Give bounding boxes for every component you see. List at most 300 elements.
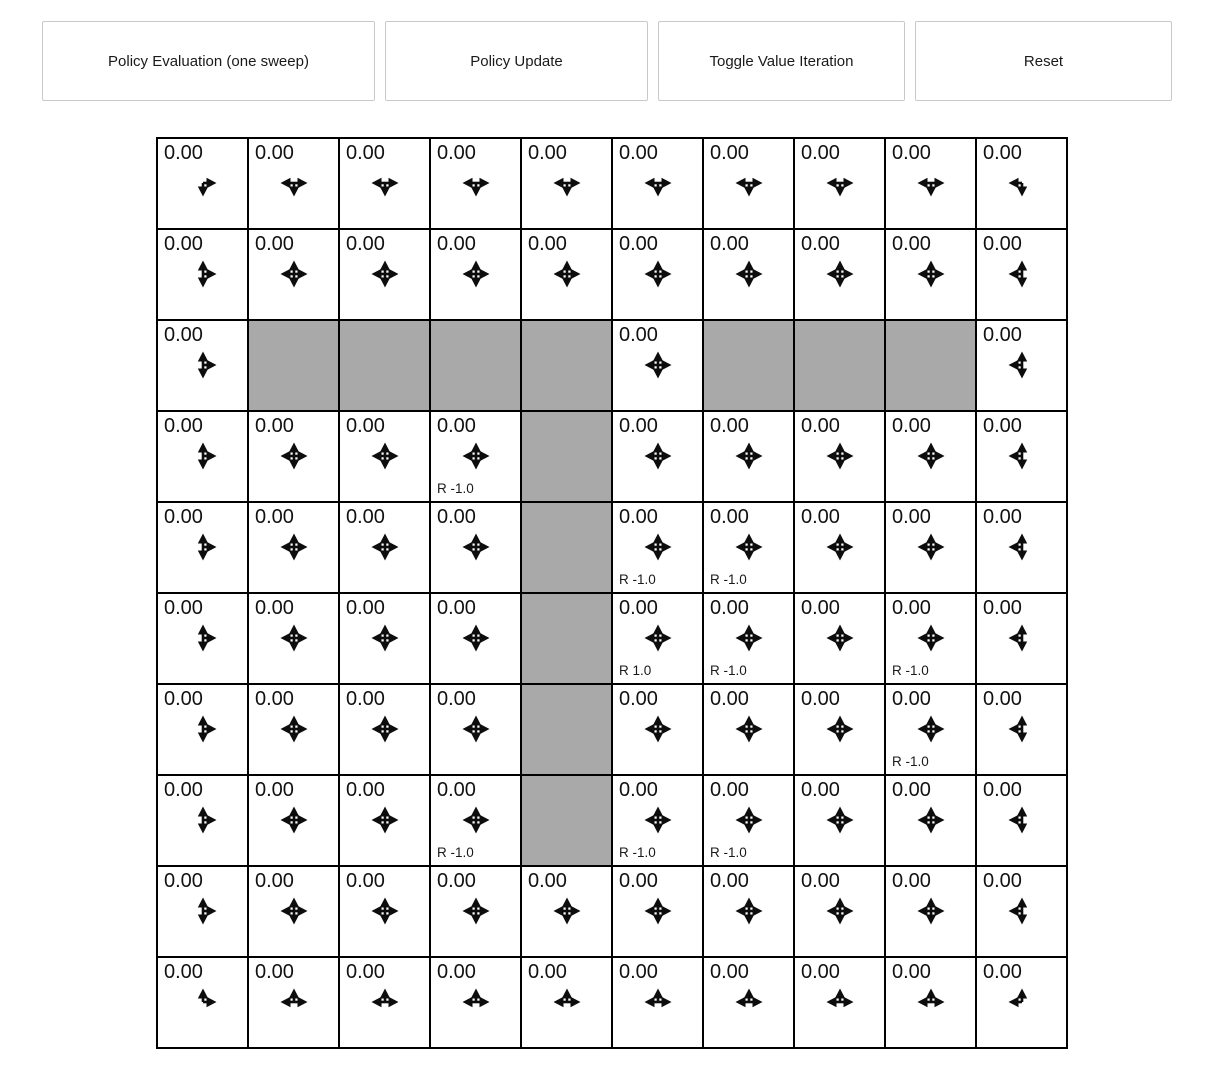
cell-value: 0.00 bbox=[801, 142, 840, 164]
cell-reward: R -1.0 bbox=[892, 754, 929, 769]
policy-arrows-icon bbox=[731, 620, 767, 656]
cell-value: 0.00 bbox=[164, 779, 203, 801]
cell-value: 0.00 bbox=[255, 688, 294, 710]
grid-cell[interactable] bbox=[430, 684, 521, 775]
cell-value: 0.00 bbox=[710, 961, 749, 983]
grid-cell[interactable] bbox=[794, 411, 885, 502]
grid-cell[interactable] bbox=[430, 229, 521, 320]
cell-value: 0.00 bbox=[710, 870, 749, 892]
grid-cell[interactable] bbox=[339, 684, 430, 775]
policy-evaluation-button[interactable]: Policy Evaluation (one sweep) bbox=[42, 21, 375, 101]
policy-arrows-icon bbox=[367, 438, 403, 474]
cell-reward: R -1.0 bbox=[710, 845, 747, 860]
cell-value: 0.00 bbox=[437, 870, 476, 892]
grid-cell[interactable] bbox=[157, 593, 248, 684]
cell-reward: R -1.0 bbox=[437, 481, 474, 496]
grid-cell[interactable] bbox=[976, 320, 1067, 411]
cell-value: 0.00 bbox=[619, 142, 658, 164]
grid-cell[interactable] bbox=[521, 229, 612, 320]
cell-value: 0.00 bbox=[983, 233, 1022, 255]
cell-value: 0.00 bbox=[255, 415, 294, 437]
grid-cell-wall[interactable] bbox=[521, 593, 612, 684]
cell-reward: R -1.0 bbox=[710, 572, 747, 587]
policy-arrows-icon bbox=[276, 165, 312, 201]
cell-value: 0.00 bbox=[710, 779, 749, 801]
cell-value: 0.00 bbox=[801, 233, 840, 255]
cell-value: 0.00 bbox=[892, 506, 931, 528]
policy-arrows-icon bbox=[913, 165, 949, 201]
grid-cell[interactable] bbox=[339, 138, 430, 229]
policy-arrows-icon bbox=[640, 802, 676, 838]
policy-arrows-icon bbox=[913, 984, 949, 1020]
cell-value: 0.00 bbox=[255, 870, 294, 892]
grid-cell-wall[interactable] bbox=[521, 502, 612, 593]
grid-cell[interactable] bbox=[794, 502, 885, 593]
policy-arrows-icon bbox=[276, 893, 312, 929]
policy-arrows-icon bbox=[367, 893, 403, 929]
grid-cell[interactable] bbox=[339, 775, 430, 866]
grid-cell[interactable] bbox=[794, 138, 885, 229]
cell-reward: R 1.0 bbox=[619, 663, 652, 678]
policy-arrows-icon bbox=[185, 165, 221, 201]
grid-cell[interactable] bbox=[976, 684, 1067, 775]
cell-value: 0.00 bbox=[346, 506, 385, 528]
grid-cell[interactable] bbox=[794, 684, 885, 775]
policy-arrows-icon bbox=[458, 256, 494, 292]
grid-row bbox=[157, 957, 1067, 1048]
policy-arrows-icon bbox=[913, 802, 949, 838]
grid-cell[interactable] bbox=[339, 593, 430, 684]
policy-arrows-icon bbox=[640, 347, 676, 383]
cell-value: 0.00 bbox=[346, 961, 385, 983]
cell-value: 0.00 bbox=[528, 870, 567, 892]
grid-cell[interactable] bbox=[703, 593, 794, 684]
policy-arrows-icon bbox=[731, 529, 767, 565]
cell-value: 0.00 bbox=[892, 870, 931, 892]
grid-cell[interactable] bbox=[430, 957, 521, 1048]
grid-cell[interactable] bbox=[703, 138, 794, 229]
cell-value: 0.00 bbox=[892, 779, 931, 801]
policy-arrows-icon bbox=[640, 620, 676, 656]
policy-arrows-icon bbox=[549, 256, 585, 292]
policy-arrows-icon bbox=[731, 893, 767, 929]
grid-cell[interactable] bbox=[157, 684, 248, 775]
policy-arrows-icon bbox=[640, 529, 676, 565]
cell-value: 0.00 bbox=[983, 870, 1022, 892]
grid-cell-wall[interactable] bbox=[703, 320, 794, 411]
policy-arrows-icon bbox=[549, 165, 585, 201]
policy-arrows-icon bbox=[1004, 165, 1040, 201]
grid-cell[interactable] bbox=[430, 866, 521, 957]
policy-arrows-icon bbox=[458, 438, 494, 474]
grid-cell[interactable] bbox=[430, 775, 521, 866]
grid-cell[interactable] bbox=[976, 138, 1067, 229]
policy-arrows-icon bbox=[731, 802, 767, 838]
policy-arrows-icon bbox=[276, 438, 312, 474]
grid-cell[interactable] bbox=[612, 411, 703, 502]
cell-value: 0.00 bbox=[619, 597, 658, 619]
reset-button[interactable]: Reset bbox=[915, 21, 1172, 101]
policy-arrows-icon bbox=[822, 620, 858, 656]
grid-cell[interactable] bbox=[794, 229, 885, 320]
grid-cell[interactable] bbox=[430, 411, 521, 502]
cell-value: 0.00 bbox=[801, 870, 840, 892]
policy-arrows-icon bbox=[1004, 529, 1040, 565]
policy-arrows-icon bbox=[276, 256, 312, 292]
grid-cell[interactable] bbox=[794, 957, 885, 1048]
policy-arrows-icon bbox=[367, 802, 403, 838]
grid-cell[interactable] bbox=[157, 502, 248, 593]
policy-arrows-icon bbox=[367, 256, 403, 292]
policy-arrows-icon bbox=[822, 984, 858, 1020]
cell-value: 0.00 bbox=[983, 779, 1022, 801]
cell-reward: R -1.0 bbox=[619, 845, 656, 860]
grid-cell[interactable] bbox=[703, 684, 794, 775]
grid-cell[interactable] bbox=[248, 229, 339, 320]
grid-cell[interactable] bbox=[612, 138, 703, 229]
grid-cell[interactable] bbox=[885, 411, 976, 502]
policy-arrows-icon bbox=[822, 165, 858, 201]
gridworld-container bbox=[156, 137, 1068, 1049]
policy-arrows-icon bbox=[367, 711, 403, 747]
cell-value: 0.00 bbox=[801, 597, 840, 619]
grid-cell[interactable] bbox=[612, 229, 703, 320]
cell-value: 0.00 bbox=[983, 142, 1022, 164]
cell-value: 0.00 bbox=[346, 870, 385, 892]
grid-row bbox=[157, 866, 1067, 957]
cell-value: 0.00 bbox=[164, 961, 203, 983]
cell-value: 0.00 bbox=[255, 142, 294, 164]
policy-arrows-icon bbox=[276, 711, 312, 747]
policy-arrows-icon bbox=[1004, 256, 1040, 292]
cell-value: 0.00 bbox=[437, 779, 476, 801]
grid-cell-wall[interactable] bbox=[885, 320, 976, 411]
cell-value: 0.00 bbox=[619, 688, 658, 710]
cell-value: 0.00 bbox=[710, 688, 749, 710]
grid-cell[interactable] bbox=[976, 957, 1067, 1048]
policy-arrows-icon bbox=[1004, 893, 1040, 929]
policy-arrows-icon bbox=[822, 802, 858, 838]
policy-arrows-icon bbox=[822, 711, 858, 747]
policy-arrows-icon bbox=[731, 165, 767, 201]
policy-arrows-icon bbox=[367, 620, 403, 656]
grid-cell[interactable] bbox=[703, 411, 794, 502]
grid-cell[interactable] bbox=[885, 138, 976, 229]
cell-value: 0.00 bbox=[801, 506, 840, 528]
grid-cell[interactable] bbox=[794, 866, 885, 957]
grid-cell-wall[interactable] bbox=[521, 684, 612, 775]
grid-cell[interactable] bbox=[157, 957, 248, 1048]
policy-arrows-icon bbox=[731, 984, 767, 1020]
policy-arrows-icon bbox=[913, 438, 949, 474]
policy-arrows-icon bbox=[185, 438, 221, 474]
grid-cell[interactable] bbox=[703, 957, 794, 1048]
cell-reward: R -1.0 bbox=[619, 572, 656, 587]
grid-cell[interactable] bbox=[885, 866, 976, 957]
grid-cell[interactable] bbox=[157, 866, 248, 957]
cell-value: 0.00 bbox=[346, 415, 385, 437]
cell-value: 0.00 bbox=[255, 961, 294, 983]
cell-value: 0.00 bbox=[710, 142, 749, 164]
policy-arrows-icon bbox=[185, 529, 221, 565]
cell-value: 0.00 bbox=[983, 688, 1022, 710]
cell-value: 0.00 bbox=[164, 870, 203, 892]
cell-value: 0.00 bbox=[164, 688, 203, 710]
cell-value: 0.00 bbox=[437, 688, 476, 710]
cell-value: 0.00 bbox=[801, 415, 840, 437]
policy-arrows-icon bbox=[185, 256, 221, 292]
grid-cell[interactable] bbox=[885, 684, 976, 775]
gridworld-body bbox=[157, 138, 1067, 1048]
grid-cell[interactable] bbox=[703, 866, 794, 957]
policy-arrows-icon bbox=[185, 620, 221, 656]
cell-value: 0.00 bbox=[437, 415, 476, 437]
grid-cell[interactable] bbox=[339, 502, 430, 593]
cell-value: 0.00 bbox=[164, 324, 203, 346]
cell-value: 0.00 bbox=[983, 324, 1022, 346]
grid-cell[interactable] bbox=[430, 138, 521, 229]
policy-arrows-icon bbox=[458, 984, 494, 1020]
cell-value: 0.00 bbox=[892, 142, 931, 164]
cell-value: 0.00 bbox=[801, 688, 840, 710]
cell-value: 0.00 bbox=[892, 961, 931, 983]
grid-cell[interactable] bbox=[794, 593, 885, 684]
policy-arrows-icon bbox=[913, 893, 949, 929]
cell-value: 0.00 bbox=[619, 324, 658, 346]
grid-cell[interactable] bbox=[976, 502, 1067, 593]
grid-cell[interactable] bbox=[339, 866, 430, 957]
grid-cell[interactable] bbox=[612, 502, 703, 593]
cell-value: 0.00 bbox=[346, 233, 385, 255]
policy-arrows-icon bbox=[276, 984, 312, 1020]
policy-arrows-icon bbox=[640, 711, 676, 747]
grid-cell[interactable] bbox=[248, 866, 339, 957]
grid-cell[interactable] bbox=[339, 229, 430, 320]
cell-value: 0.00 bbox=[164, 506, 203, 528]
policy-arrows-icon bbox=[913, 620, 949, 656]
grid-cell[interactable] bbox=[157, 320, 248, 411]
cell-value: 0.00 bbox=[528, 142, 567, 164]
grid-cell[interactable] bbox=[248, 775, 339, 866]
policy-arrows-icon bbox=[458, 893, 494, 929]
policy-arrows-icon bbox=[822, 529, 858, 565]
grid-cell[interactable] bbox=[885, 775, 976, 866]
policy-arrows-icon bbox=[640, 256, 676, 292]
policy-arrows-icon bbox=[185, 984, 221, 1020]
cell-value: 0.00 bbox=[164, 415, 203, 437]
grid-cell[interactable] bbox=[248, 684, 339, 775]
grid-cell[interactable] bbox=[794, 775, 885, 866]
grid-row bbox=[157, 684, 1067, 775]
policy-arrows-icon bbox=[458, 802, 494, 838]
policy-arrows-icon bbox=[913, 711, 949, 747]
policy-arrows-icon bbox=[367, 984, 403, 1020]
cell-value: 0.00 bbox=[619, 506, 658, 528]
policy-arrows-icon bbox=[913, 256, 949, 292]
cell-value: 0.00 bbox=[892, 233, 931, 255]
policy-arrows-icon bbox=[276, 802, 312, 838]
grid-cell-wall[interactable] bbox=[521, 411, 612, 502]
cell-value: 0.00 bbox=[437, 233, 476, 255]
policy-arrows-icon bbox=[640, 165, 676, 201]
policy-arrows-icon bbox=[640, 984, 676, 1020]
policy-arrows-icon bbox=[640, 893, 676, 929]
cell-value: 0.00 bbox=[983, 597, 1022, 619]
toolbar bbox=[42, 21, 1224, 101]
grid-cell[interactable] bbox=[521, 957, 612, 1048]
grid-cell[interactable] bbox=[248, 957, 339, 1048]
cell-value: 0.00 bbox=[346, 597, 385, 619]
cell-value: 0.00 bbox=[710, 597, 749, 619]
cell-value: 0.00 bbox=[255, 597, 294, 619]
grid-cell-wall[interactable] bbox=[248, 320, 339, 411]
cell-value: 0.00 bbox=[710, 415, 749, 437]
policy-arrows-icon bbox=[822, 438, 858, 474]
policy-arrows-icon bbox=[822, 893, 858, 929]
policy-arrows-icon bbox=[458, 529, 494, 565]
grid-cell[interactable] bbox=[703, 775, 794, 866]
cell-value: 0.00 bbox=[528, 961, 567, 983]
grid-cell[interactable] bbox=[248, 411, 339, 502]
grid-cell[interactable] bbox=[703, 229, 794, 320]
cell-value: 0.00 bbox=[892, 597, 931, 619]
cell-value: 0.00 bbox=[346, 779, 385, 801]
cell-value: 0.00 bbox=[983, 961, 1022, 983]
grid-cell[interactable] bbox=[248, 502, 339, 593]
cell-value: 0.00 bbox=[619, 870, 658, 892]
policy-arrows-icon bbox=[185, 802, 221, 838]
grid-cell[interactable] bbox=[703, 502, 794, 593]
grid-cell[interactable] bbox=[612, 320, 703, 411]
cell-value: 0.00 bbox=[255, 506, 294, 528]
policy-arrows-icon bbox=[185, 711, 221, 747]
cell-value: 0.00 bbox=[255, 233, 294, 255]
grid-row bbox=[157, 775, 1067, 866]
grid-cell[interactable] bbox=[339, 957, 430, 1048]
cell-value: 0.00 bbox=[801, 779, 840, 801]
grid-row bbox=[157, 138, 1067, 229]
cell-value: 0.00 bbox=[164, 142, 203, 164]
policy-update-button[interactable]: Policy Update bbox=[385, 21, 648, 101]
grid-cell[interactable] bbox=[157, 138, 248, 229]
grid-cell[interactable] bbox=[976, 775, 1067, 866]
cell-value: 0.00 bbox=[164, 233, 203, 255]
cell-reward: R -1.0 bbox=[710, 663, 747, 678]
cell-value: 0.00 bbox=[346, 688, 385, 710]
cell-value: 0.00 bbox=[801, 961, 840, 983]
grid-cell[interactable] bbox=[612, 866, 703, 957]
grid-row bbox=[157, 502, 1067, 593]
cell-value: 0.00 bbox=[892, 688, 931, 710]
policy-arrows-icon bbox=[367, 165, 403, 201]
gridworld bbox=[156, 137, 1068, 1049]
grid-cell-wall[interactable] bbox=[339, 320, 430, 411]
grid-cell[interactable] bbox=[612, 684, 703, 775]
grid-cell[interactable] bbox=[612, 957, 703, 1048]
grid-cell[interactable] bbox=[612, 775, 703, 866]
grid-cell[interactable] bbox=[612, 593, 703, 684]
cell-reward: R -1.0 bbox=[437, 845, 474, 860]
grid-cell[interactable] bbox=[157, 775, 248, 866]
cell-value: 0.00 bbox=[983, 506, 1022, 528]
grid-cell-wall[interactable] bbox=[521, 775, 612, 866]
policy-arrows-icon bbox=[276, 529, 312, 565]
grid-cell-wall[interactable] bbox=[430, 320, 521, 411]
grid-cell[interactable] bbox=[885, 593, 976, 684]
cell-value: 0.00 bbox=[619, 415, 658, 437]
cell-value: 0.00 bbox=[619, 233, 658, 255]
cell-value: 0.00 bbox=[710, 233, 749, 255]
grid-cell-wall[interactable] bbox=[521, 320, 612, 411]
grid-cell[interactable] bbox=[521, 138, 612, 229]
cell-value: 0.00 bbox=[346, 142, 385, 164]
grid-cell[interactable] bbox=[885, 957, 976, 1048]
policy-arrows-icon bbox=[1004, 620, 1040, 656]
policy-arrows-icon bbox=[1004, 347, 1040, 383]
cell-value: 0.00 bbox=[164, 597, 203, 619]
grid-row bbox=[157, 229, 1067, 320]
policy-arrows-icon bbox=[731, 711, 767, 747]
grid-cell[interactable] bbox=[521, 866, 612, 957]
grid-cell[interactable] bbox=[157, 411, 248, 502]
policy-arrows-icon bbox=[1004, 711, 1040, 747]
cell-value: 0.00 bbox=[255, 779, 294, 801]
grid-cell[interactable] bbox=[430, 593, 521, 684]
grid-cell[interactable] bbox=[248, 138, 339, 229]
policy-arrows-icon bbox=[458, 620, 494, 656]
cell-value: 0.00 bbox=[710, 506, 749, 528]
policy-arrows-icon bbox=[913, 529, 949, 565]
grid-cell[interactable] bbox=[976, 229, 1067, 320]
policy-arrows-icon bbox=[549, 893, 585, 929]
policy-arrows-icon bbox=[367, 529, 403, 565]
cell-value: 0.00 bbox=[437, 142, 476, 164]
grid-cell[interactable] bbox=[976, 411, 1067, 502]
cell-value: 0.00 bbox=[437, 506, 476, 528]
policy-arrows-icon bbox=[1004, 984, 1040, 1020]
grid-cell[interactable] bbox=[248, 593, 339, 684]
cell-value: 0.00 bbox=[892, 415, 931, 437]
grid-cell[interactable] bbox=[430, 502, 521, 593]
policy-arrows-icon bbox=[458, 165, 494, 201]
cell-value: 0.00 bbox=[983, 415, 1022, 437]
policy-arrows-icon bbox=[640, 438, 676, 474]
grid-cell-wall[interactable] bbox=[794, 320, 885, 411]
policy-arrows-icon bbox=[458, 711, 494, 747]
cell-reward: R -1.0 bbox=[892, 663, 929, 678]
grid-row bbox=[157, 593, 1067, 684]
policy-arrows-icon bbox=[1004, 802, 1040, 838]
grid-cell[interactable] bbox=[976, 593, 1067, 684]
policy-arrows-icon bbox=[549, 984, 585, 1020]
grid-cell[interactable] bbox=[976, 866, 1067, 957]
cell-value: 0.00 bbox=[437, 961, 476, 983]
cell-value: 0.00 bbox=[528, 233, 567, 255]
grid-cell[interactable] bbox=[885, 502, 976, 593]
grid-cell[interactable] bbox=[157, 229, 248, 320]
grid-row bbox=[157, 411, 1067, 502]
grid-row bbox=[157, 320, 1067, 411]
policy-arrows-icon bbox=[185, 347, 221, 383]
policy-arrows-icon bbox=[731, 438, 767, 474]
policy-arrows-icon bbox=[185, 893, 221, 929]
cell-value: 0.00 bbox=[437, 597, 476, 619]
policy-arrows-icon bbox=[731, 256, 767, 292]
toggle-value-iteration-button[interactable]: Toggle Value Iteration bbox=[658, 21, 905, 101]
grid-cell[interactable] bbox=[885, 229, 976, 320]
policy-arrows-icon bbox=[276, 620, 312, 656]
grid-cell[interactable] bbox=[339, 411, 430, 502]
